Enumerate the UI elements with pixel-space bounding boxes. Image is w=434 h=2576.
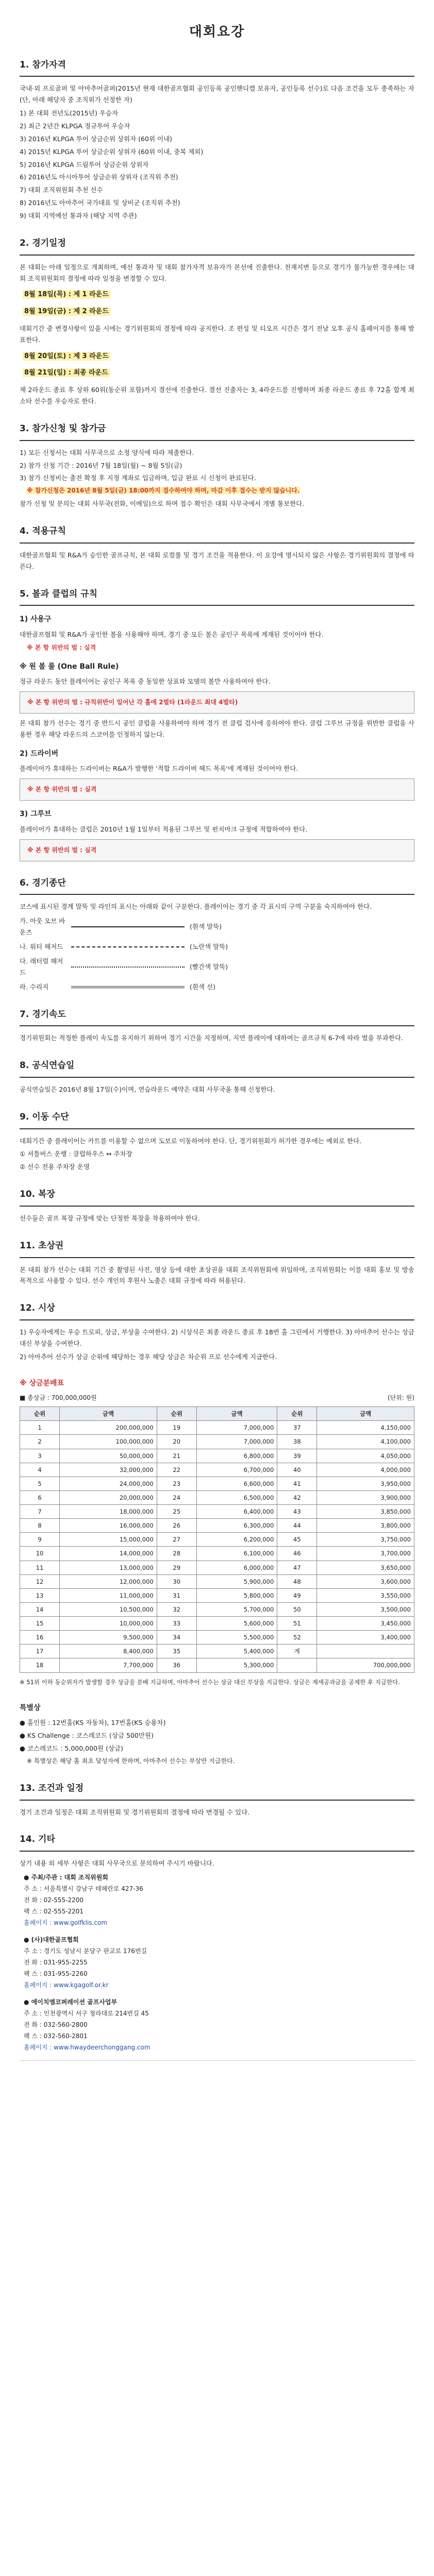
rank-cell: 19 <box>157 1421 196 1435</box>
marking-legend-row: 나. 워터 해저드 (노란색 말뚝) <box>20 943 228 951</box>
section-eligibility <box>20 58 414 222</box>
amount-cell: 5,400,000 <box>196 1645 277 1658</box>
section-transport <box>20 1110 414 1173</box>
rank-cell: 13 <box>20 1588 60 1602</box>
amount-cell: 3,950,000 <box>317 1477 414 1490</box>
amount-cell: 4,000,000 <box>317 1463 414 1477</box>
solid-line-icon <box>71 926 185 927</box>
rank-cell: 31 <box>157 1588 196 1602</box>
rank-cell: 40 <box>277 1463 317 1477</box>
table-row <box>20 1519 414 1533</box>
table-row <box>20 1490 414 1504</box>
rank-cell: 6 <box>20 1490 60 1504</box>
table-row <box>20 1463 414 1477</box>
round-date: 8월 21일(일) : 최종 라운드 <box>23 367 414 379</box>
section-heading: 5. 볼과 클럽의 규칙 <box>20 587 414 606</box>
list-item: ● 코스레코드 : 5,000,000원 (상금) <box>20 1744 123 1752</box>
table-row <box>20 1477 414 1490</box>
amount-cell: 7,700,000 <box>60 1658 157 1672</box>
amount-cell: 6,800,000 <box>196 1449 277 1463</box>
amount-cell: 100,000,000 <box>60 1435 157 1449</box>
penalty-box: ※ 본 항 위반의 벌 : 실격 <box>20 778 414 801</box>
section-prize-distribution <box>20 1377 414 1687</box>
rank-cell: 52 <box>277 1631 317 1645</box>
section-registration <box>20 421 414 510</box>
table-row <box>20 1505 414 1519</box>
amount-cell: 3,650,000 <box>317 1561 414 1574</box>
amount-cell: 13,000,000 <box>60 1561 157 1574</box>
table-row <box>20 1435 414 1449</box>
section-conditions <box>20 1781 414 1818</box>
rank-cell: 35 <box>157 1645 196 1658</box>
paragraph: 1) 우승자에게는 우승 트로피, 상금, 부상을 수여한다. 2) 시상식은 최종 라운드 종료 후 18번 홀 그린에서 거행한다. 3) 아마추어 선수는 상금 대신 부상을 수여한다. <box>20 1328 414 1347</box>
section-ball-club-rules <box>20 587 414 861</box>
paragraph: 경기위원회는 적정한 플레이 속도를 유지하기 위하여 경기 시간을 지정하며, 지연 플레이에 대하여는 골프규칙 6-7에 따라 벌을 부과한다. <box>20 1034 403 1042</box>
rank-cell: 12 <box>20 1574 60 1588</box>
amount-cell: 10,000,000 <box>60 1617 157 1631</box>
subsection-heading: ※ 원 볼 룰 (One Ball Rule) <box>20 662 119 671</box>
table-row <box>20 1574 414 1588</box>
list-item: 2) 최근 2년간 KLPGA 정규투어 우승자 <box>20 122 130 130</box>
amount-cell: 7,000,000 <box>196 1421 277 1435</box>
amount-cell: 32,000,000 <box>60 1463 157 1477</box>
amount-cell: 6,500,000 <box>196 1490 277 1504</box>
amount-cell: 4,050,000 <box>317 1449 414 1463</box>
paragraph: 정규 라운드 동안 플레이어는 공인구 목록 중 동일한 상표와 모델의 볼만 사용하여야 한다. <box>20 677 271 686</box>
section-other <box>20 1832 414 2061</box>
rank-cell: 23 <box>157 1477 196 1490</box>
amount-cell: 18,000,000 <box>60 1505 157 1519</box>
section-practice-day <box>20 1058 414 1095</box>
rank-cell: 36 <box>157 1658 196 1672</box>
rank-cell: 51 <box>277 1617 317 1631</box>
section-heading: 2. 경기일정 <box>20 236 414 256</box>
amount-cell: 3,500,000 <box>317 1602 414 1616</box>
section-rules <box>20 524 414 572</box>
table-row <box>20 1658 414 1672</box>
section-dress-code <box>20 1187 414 1224</box>
list-item: ② 선수 전용 주차장 운영 <box>20 1163 90 1171</box>
rank-cell: 29 <box>157 1561 196 1574</box>
paragraph: 코스에 표시된 경계 말뚝 및 라인의 표시는 아래와 같이 구분한다. 플레이어는 경기 중 각 표시의 구역 구분을 숙지하여야 한다. <box>20 903 372 911</box>
rank-cell: 25 <box>157 1505 196 1519</box>
eligibility-list <box>20 108 414 222</box>
rank-cell: 4 <box>20 1463 60 1477</box>
rank-cell: 2 <box>20 1435 60 1449</box>
rank-cell: 50 <box>277 1602 317 1616</box>
amount-cell: 3,800,000 <box>317 1519 414 1533</box>
paragraph: 대회기간 중 변경사항이 있을 시에는 경기위원회의 결정에 따라 공지한다. 조 편성 및 티오프 시간은 경기 전날 오후 공식 홈페이지를 통해 발표한다. <box>20 324 414 344</box>
amount-cell: 200,000,000 <box>60 1421 157 1435</box>
penalty-box: ※ 본 항 위반의 벌 : 실격 <box>20 839 414 861</box>
prize-table-caption: ■ 총상금 : 700,000,000원 (단위: 원) <box>20 1394 414 1402</box>
amount-cell: 4,150,000 <box>317 1421 414 1435</box>
rank-cell: 32 <box>157 1602 196 1616</box>
amount-cell: 3,700,000 <box>317 1547 414 1561</box>
amount-cell: 3,550,000 <box>317 1588 414 1602</box>
paragraph: 플레이어가 휴대하는 드라이버는 R&A가 발행한 '적합 드라이버 헤드 목록'에 게재된 것이어야 한다. <box>20 765 298 773</box>
rank-cell: 22 <box>157 1463 196 1477</box>
rank-cell: 11 <box>20 1561 60 1574</box>
subsection-heading: ※ 상금분배표 <box>20 1379 64 1387</box>
table-row <box>20 1617 414 1631</box>
list-item: ● KS Challenge : 코스레코드 (상금 500만원) <box>20 1732 154 1739</box>
subsection-heading: 3) 그루브 <box>20 810 52 819</box>
table-row <box>20 1645 414 1658</box>
list-item: 3) 참가 신청비는 출전 확정 후 지정 계좌로 입금하며, 입금 완료 시 신청이 완료된다. <box>20 474 256 482</box>
amount-cell: 16,000,000 <box>60 1519 157 1533</box>
list-item: 4) 2015년 KLPGA 투어 상금순위 상위자 (60위 이내, 중복 제외) <box>20 147 204 156</box>
amount-cell: 10,500,000 <box>60 1602 157 1616</box>
subsection-heading: 2) 드라이버 <box>20 749 59 758</box>
amount-cell: 6,700,000 <box>196 1463 277 1477</box>
rank-cell: 21 <box>157 1449 196 1463</box>
amount-cell: 5,800,000 <box>196 1588 277 1602</box>
table-row <box>20 1588 414 1602</box>
section-heading: 4. 적용규칙 <box>20 524 414 544</box>
table-row <box>20 1547 414 1561</box>
list-item: 1) 모든 신청서는 대회 사무국으로 소정 양식에 따라 제출한다. <box>20 448 194 456</box>
list-item: 7) 대회 조직위원회 추천 선수 <box>20 186 103 194</box>
penalty-note: ※ 본 항 위반의 벌 : 실격 <box>27 643 96 651</box>
rank-cell: 46 <box>277 1547 317 1561</box>
section-heading: 12. 시상 <box>20 1301 414 1320</box>
rank-cell: 49 <box>277 1588 317 1602</box>
list-item: 5) 2016년 KLPGA 드림투어 상금순위 상위자 <box>20 160 149 168</box>
rank-cell: 1 <box>20 1421 60 1435</box>
rank-cell: 20 <box>157 1435 196 1449</box>
prize-table <box>20 1406 414 1672</box>
amount-cell: 3,850,000 <box>317 1505 414 1519</box>
transport-list <box>20 1148 414 1173</box>
amount-cell: 3,400,000 <box>317 1631 414 1645</box>
marking-legend-row: 다. 래터럴 해저드 (빨간색 말뚝) <box>20 957 228 976</box>
paragraph: 제 2라운드 종료 후 상위 60위(동순위 포함)까지 결선에 진출한다. 결선 진출자는 3, 4라운드를 진행하며 최종 라운드 종료 후 72홀 합계 최소타 선수를 우승자로 한다. <box>20 386 414 405</box>
amount-cell: 7,000,000 <box>196 1435 277 1449</box>
rank-cell: 15 <box>20 1617 60 1631</box>
section-heading: 3. 참가신청 및 참가금 <box>20 421 414 441</box>
website-link[interactable]: 홈페이지 : www.kgagolf.or.kr <box>24 1981 109 1989</box>
rank-cell: 9 <box>20 1533 60 1547</box>
paragraph: 상기 내용 외 세부 사항은 대회 사무국으로 문의하여 주시기 바랍니다. <box>20 1859 214 1868</box>
amount-cell: 9,500,000 <box>60 1631 157 1645</box>
section-heading: 10. 복장 <box>20 1187 414 1207</box>
deadline-notice: ※ 참가신청은 2016년 8월 5일(금) 18:00까지 접수하여야 하며, 마감 이후 접수는 받지 않습니다. <box>27 487 300 495</box>
rank-cell: 26 <box>157 1519 196 1533</box>
paragraph: 본 대회 참가 선수는 대회 기간 중 촬영된 사진, 영상 등에 대한 초상권을 대회 조직위원회에 위임하며, 조직위원회는 이를 대회 홍보 및 방송 목적으로 사용할 수 있다. 선수 개인의 후원사 노출은 대회 규정에 따라 허용된다. <box>20 1265 414 1285</box>
list-item: 9) 대회 지역예선 통과자 (해당 지역 주관) <box>20 212 137 219</box>
paragraph: 대회기간 중 플레이어는 카트를 이용할 수 없으며 도보로 이동하여야 한다. 단, 경기위원회가 허가한 경우에는 예외로 한다. <box>20 1137 362 1145</box>
rank-cell: 27 <box>157 1533 196 1547</box>
section-special-prizes <box>20 1702 414 1767</box>
rank-cell: 14 <box>20 1602 60 1616</box>
special-prize-list <box>20 1717 414 1754</box>
paragraph: 선수들은 골프 복장 규정에 맞는 단정한 복장을 착용하여야 한다. <box>20 1214 200 1222</box>
table-header-row: 순위 금액 순위 금액 순위 금액 <box>20 1407 414 1421</box>
list-item: ① 셔틀버스 운행 : 클럽하우스 ↔ 주차장 <box>20 1150 132 1158</box>
amount-cell: 50,000,000 <box>60 1449 157 1463</box>
amount-cell: 8,400,000 <box>60 1645 157 1658</box>
round-date: 8월 18일(목) : 제 1 라운드 <box>23 289 414 301</box>
amount-cell: 12,000,000 <box>60 1574 157 1588</box>
marking-legend-row: 가. 아웃 오브 바운즈 (흰색 말뚝) <box>20 917 222 937</box>
section-schedule <box>20 236 414 407</box>
amount-cell: 5,500,000 <box>196 1631 277 1645</box>
section-course-markings <box>20 876 414 993</box>
rank-cell: 18 <box>20 1658 60 1672</box>
rank-cell: 16 <box>20 1631 60 1645</box>
rank-cell: 33 <box>157 1617 196 1631</box>
section-heading: 9. 이동 수단 <box>20 1110 414 1129</box>
list-item: 8) 2016년도 아마추어 국가대표 및 상비군 (조직위 추천) <box>20 199 180 207</box>
section-heading: 7. 경기속도 <box>20 1007 414 1027</box>
amount-cell: 5,600,000 <box>196 1617 277 1631</box>
amount-cell: 3,750,000 <box>317 1533 414 1547</box>
paragraph: 경기 조건과 일정은 대회 조직위원회 및 경기위원회의 결정에 따라 변경될 수 있다. <box>20 1808 250 1816</box>
list-item: ● 홀인원 : 12번홀(KS 자동차), 17번홀(KS 승용차) <box>20 1719 166 1727</box>
paragraph: 공식연습일은 2016년 8월 17일(수)이며, 연습라운드 예약은 대회 사무국을 통해 신청한다. <box>20 1085 275 1093</box>
document-title: 대회요강 <box>189 24 245 40</box>
table-row <box>20 1421 414 1435</box>
amount-cell: 6,100,000 <box>196 1547 277 1561</box>
table-row <box>20 1449 414 1463</box>
rank-cell: 8 <box>20 1519 60 1533</box>
rank-cell: 5 <box>20 1477 60 1490</box>
round-date: 8월 20일(토) : 제 3 라운드 <box>23 351 414 363</box>
rank-cell: 37 <box>277 1421 317 1435</box>
rank-cell: 38 <box>277 1435 317 1449</box>
section-heading: 6. 경기종단 <box>20 876 414 895</box>
list-item: 6) 2016년도 아시아투어 상금순위 상위자 (조직위 추천) <box>20 173 178 181</box>
subsection-heading: 1) 사용구 <box>20 615 52 624</box>
rank-cell: 42 <box>277 1490 317 1504</box>
rank-cell: 10 <box>20 1547 60 1561</box>
rank-cell: 43 <box>277 1505 317 1519</box>
section-heading: 8. 공식연습일 <box>20 1058 414 1078</box>
amount-cell: 5,300,000 <box>196 1658 277 1672</box>
amount-cell: 6,000,000 <box>196 1561 277 1574</box>
table-row <box>20 1631 414 1645</box>
contact-block: ● 주최/주관 : 대회 조직위원회 주 소 : 서울특별시 강남구 테헤란로 427-36 전 화 : 02-555-2200 팩 스 : 02-555-2201 홈페이지 : www.golfklis.com <box>24 1872 414 1928</box>
dotted-line-icon <box>71 967 185 968</box>
website-link[interactable]: 홈페이지 : www.hwaydeerchonggang.com <box>24 2044 151 2051</box>
rank-cell: 7 <box>20 1505 60 1519</box>
rank-cell <box>277 1658 317 1672</box>
marking-legend-row: 라. 수리지 (흰색 선) <box>20 982 215 991</box>
double-line-icon <box>71 986 185 988</box>
rank-cell: 45 <box>277 1533 317 1547</box>
amount-cell: 24,000,000 <box>60 1477 157 1490</box>
contact-block: ● (사)대한골프협회 주 소 : 경기도 성남시 분당구 판교로 176번길 전 화 : 031-955-2255 팩 스 : 031-955-2260 홈페이지 : www.kgagolf.or.kr <box>24 1935 414 1991</box>
amount-cell: 14,000,000 <box>60 1547 157 1561</box>
rank-cell: 47 <box>277 1561 317 1574</box>
registration-list <box>20 447 414 484</box>
amount-cell: 3,450,000 <box>317 1617 414 1631</box>
table-row <box>20 1533 414 1547</box>
rank-cell: 41 <box>277 1477 317 1490</box>
section-awards <box>20 1301 414 1362</box>
rank-cell: 24 <box>157 1490 196 1504</box>
paragraph: 본 대회는 아래 일정으로 개최하며, 예선 통과자 및 대회 참가자격 보유자가 본선에 진출한다. 천재지변 등으로 경기가 불가능한 경우에는 대회 조직위원회의 결정에 따라 일정을 변경할 수 있다. <box>20 263 414 282</box>
amount-cell: 15,000,000 <box>60 1533 157 1547</box>
paragraph: 본 대회 참가 선수는 경기 중 반드시 공인 클럽을 사용하여야 하며 경기 전 클럽 검사에 응하여야 한다. 클럽 그루브 규정을 위반한 클럽을 사용한 경우 해당 라운드의 스코어를 인정하지 않는다. <box>20 719 414 738</box>
special-prize-note: ※ 특별상은 해당 홀 최초 달성자에 한하며, 아마추어 선수는 부상만 지급한다. <box>27 1757 235 1765</box>
amount-cell: 20,000,000 <box>60 1490 157 1504</box>
prize-note: ※ 51위 이하 동순위자가 발생할 경우 상금을 분배 지급하며, 아마추어 선수는 상금 대신 부상을 지급한다. 상금은 제세공과금을 공제한 후 지급한다. <box>20 1678 400 1686</box>
paragraph: 참가 신청 및 문의는 대회 사무국(전화, 이메일)으로 하며 접수 확인은 대회 사무국에서 개별 통보한다. <box>20 500 305 508</box>
rank-cell: 34 <box>157 1631 196 1645</box>
amount-cell: 3,600,000 <box>317 1574 414 1588</box>
table-row <box>20 1561 414 1574</box>
dashed-line-icon <box>71 946 185 947</box>
paragraph: 대한골프협회 및 R&A가 승인한 골프규칙, 본 대회 로컬룰 및 경기 조건을 적용한다. 이 요강에 명시되지 않은 사항은 경기위원회의 결정에 따른다. <box>20 551 414 570</box>
section-portrait-rights <box>20 1239 414 1287</box>
round-date: 8월 19일(금) : 제 2 라운드 <box>23 306 414 318</box>
amount-cell: 11,000,000 <box>60 1588 157 1602</box>
paragraph: 국내·외 프로골퍼 및 아마추어골퍼(2015년 현재 대한골프협회 공인등록 공인핸디캡 보유자, 공인등록 선수)로 다음 조건을 모두 충족하는 자 (단, 아래 해당자 중 조직위가 선정한 자) <box>20 84 414 104</box>
penalty-box: ※ 본 항 위반의 벌 : 규칙위반이 일어난 각 홀에 2벌타 (1라운드 최대 4벌타) <box>20 691 414 714</box>
paragraph: 2) 아마추어 선수가 상금 순위에 해당하는 경우 해당 상금은 차순위 프로 선수에게 지급한다. <box>20 1352 277 1361</box>
rank-cell: 17 <box>20 1645 60 1658</box>
amount-cell: 5,900,000 <box>196 1574 277 1588</box>
list-item: 2) 참가 신청 기간 : 2016년 7월 18일(월) ~ 8월 5일(금) <box>20 461 182 469</box>
prize-table-body <box>20 1421 414 1672</box>
section-pace-of-play <box>20 1007 414 1044</box>
rank-cell: 28 <box>157 1547 196 1561</box>
rank-cell: 44 <box>277 1519 317 1533</box>
section-heading: 1. 참가자격 <box>20 58 414 77</box>
amount-cell: 3,900,000 <box>317 1490 414 1504</box>
footer-divider <box>20 2060 414 2061</box>
section-heading: 13. 조건과 일정 <box>20 1781 414 1801</box>
section-heading: 11. 초상권 <box>20 1239 414 1258</box>
amount-cell: 6,300,000 <box>196 1519 277 1533</box>
amount-cell: 6,600,000 <box>196 1477 277 1490</box>
amount-cell: 6,400,000 <box>196 1505 277 1519</box>
rank-cell: 48 <box>277 1574 317 1588</box>
subsection-heading: 특별상 <box>20 1703 41 1712</box>
amount-cell: 700,000,000 <box>317 1658 414 1672</box>
table-row <box>20 1602 414 1616</box>
contact-block: ● 에이치엠코퍼레이션 골프사업부 주 소 : 인천광역시 서구 청라대로 214번길 45 전 화 : 032-560-2800 팩 스 : 032-560-2801 홈페이지 : www.hwaydeerchonggang.com <box>24 1997 414 2053</box>
list-item: 1) 본 대회 전년도(2015년) 우승자 <box>20 109 119 117</box>
amount-cell <box>317 1645 414 1658</box>
list-item: 3) 2016년 KLPGA 투어 상금순위 상위자 (60위 이내) <box>20 134 173 143</box>
section-heading: 14. 기타 <box>20 1832 414 1852</box>
rank-cell: 30 <box>157 1574 196 1588</box>
website-link[interactable]: 홈페이지 : www.golfklis.com <box>24 1919 108 1926</box>
amount-cell: 4,100,000 <box>317 1435 414 1449</box>
amount-cell: 5,700,000 <box>196 1602 277 1616</box>
paragraph: 대한골프협회 및 R&A가 공인한 볼을 사용해야 하며, 경기 중 모든 볼은 공인구 목록에 게재된 것이어야 한다. <box>20 630 324 638</box>
rank-cell: 3 <box>20 1449 60 1463</box>
rank-cell: 계 <box>277 1645 317 1658</box>
paragraph: 플레이어가 휴대하는 클럽은 2010년 1월 1일부터 적용된 그루브 및 펀치마크 규정에 적합하여야 한다. <box>20 825 308 833</box>
rank-cell: 39 <box>277 1449 317 1463</box>
amount-cell: 6,200,000 <box>196 1533 277 1547</box>
